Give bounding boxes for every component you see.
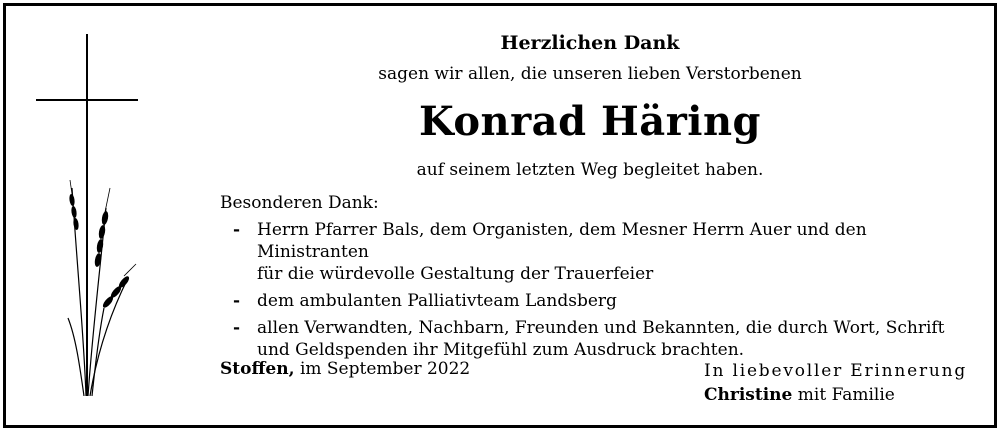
wheat-icon <box>58 178 138 396</box>
bullet: - <box>233 291 241 311</box>
place: Stoffen, <box>220 359 295 379</box>
list-item: - allen Verwandten, Nachbarn, Freunden und Bekannten, die durch Wort, Schrift und Geldspenden ihr Mitgefühl zum Ausdruck brachten. <box>233 318 945 360</box>
thanks-list <box>233 219 973 366</box>
date: im September 2022 <box>299 359 471 379</box>
thanks-label: Besonderen Dank: <box>220 193 379 213</box>
bullet: - <box>233 220 241 240</box>
signer <box>704 383 967 407</box>
place-date <box>220 359 470 379</box>
subheading: sagen wir allen, die unseren lieben Verstorbenen <box>378 64 802 84</box>
signer-rest: mit Familie <box>797 385 895 405</box>
remembrance: In liebevoller Erinnerung <box>704 361 968 381</box>
signature-block <box>704 359 967 407</box>
deceased-name: Konrad Häring <box>418 98 762 145</box>
bullet: - <box>233 318 241 338</box>
list-item: - dem ambulanten Palliativteam Landsberg <box>233 291 617 311</box>
after-name-text: auf seinem letzten Weg begleitet haben. <box>416 160 764 180</box>
cross-bar <box>36 99 138 101</box>
heading: Herzlichen Dank <box>500 32 680 54</box>
list-item: - Herrn Pfarrer Bals, dem Organisten, dem Mesner Herrn Auer und den Ministranten für die würdevolle Gestaltung der Trauerfeier <box>233 220 867 284</box>
signer-name: Christine <box>704 385 793 405</box>
